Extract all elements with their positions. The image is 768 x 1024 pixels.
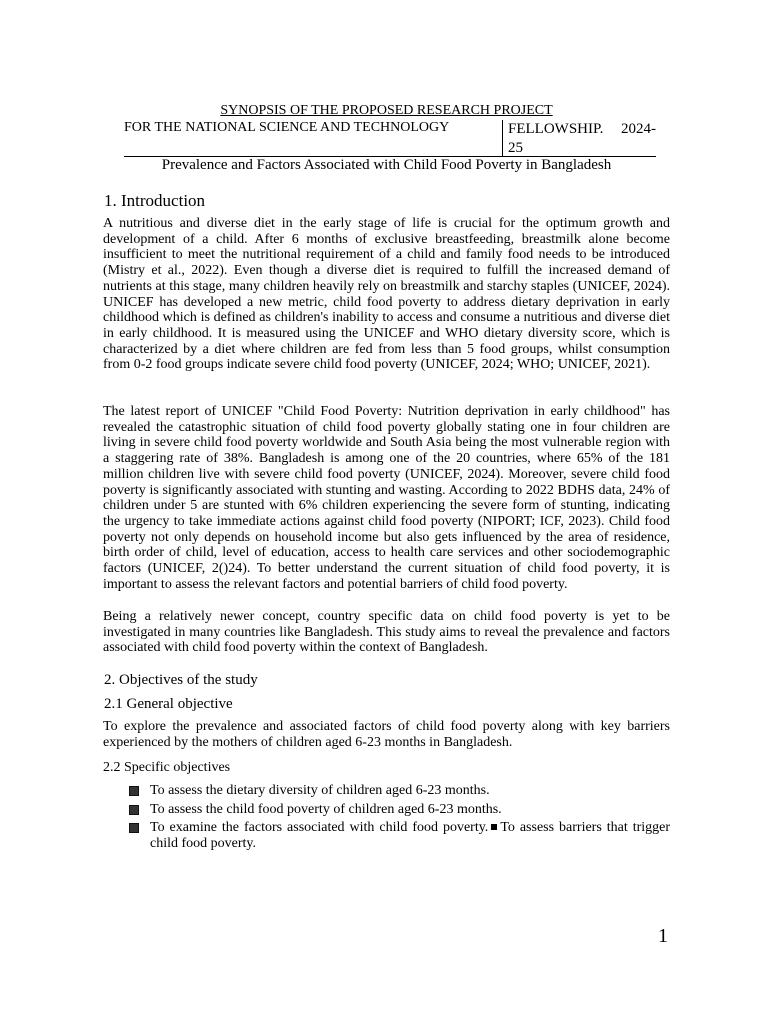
general-objective-heading: 2.1 General objective	[104, 696, 233, 712]
list-item-text: To assess the child food poverty of children aged 6-23 months.	[150, 801, 502, 817]
list-item-text-continued: To assess barriers that trigger child food poverty.	[150, 820, 671, 851]
list-item	[129, 802, 670, 818]
bullet-square-icon	[129, 786, 139, 796]
header-row	[124, 120, 656, 157]
specific-objectives-list	[129, 783, 670, 855]
intro-paragraph-2: The latest report of UNICEF "Child Food Poverty: Nutrition deprivation in early childhood" has revealed the catastrophic situation of child food poverty globally stating one in four children are living in severe child food poverty worldwide and South Asia being the most vulnerable region with a staggering rate of 38%. Bangladesh is among one of the 20 countries, where 65% of the 181 million children live with severe child food poverty (UNICEF, 2024). Moreover, severe child food poverty is significantly associated with stunting and wasting. According to 2022 BDHS data, 24% of children under 5 are stunted with 6% children experiencing the severe form of stunting, indicating the urgency to take immediate actions against child food poverty (NIPORT; ICF, 2023). Child food poverty not only depends on household income but also gets influenced by the area of residence, birth order of child, level of education, access to health care services and other sociodemographic factors (UNICEF, 2()24). To better understand the current situation of child food poverty, it is important to assess the relevant factors and potential barriers of child food poverty.	[103, 404, 670, 592]
inline-bullet-icon	[491, 824, 497, 830]
list-item-text: To assess the dietary diversity of children aged 6-23 months.	[150, 783, 490, 798]
header-right-line1: FELLOWSHIP. 2024-	[508, 121, 656, 137]
general-objective-text: To explore the prevalence and associated factors of child food poverty along with key barriers experienced by the mothers of children aged 6-23 months in Bangladesh.	[103, 719, 670, 750]
bullet-square-icon	[129, 805, 139, 815]
header-right-cell	[502, 120, 656, 156]
intro-paragraph-3: Being a relatively newer concept, country specific data on child food poverty is yet to be investigated in many countries like Bangladesh. This study aims to reveal the prevalence and factors associated with child food poverty within the context of Bangladesh.	[103, 609, 670, 656]
synopsis-title: SYNOPSIS OF THE PROPOSED RESEARCH PROJECT	[220, 103, 553, 118]
introduction-heading: 1. Introduction	[104, 191, 206, 210]
list-item-text: To examine the factors associated with child food poverty.	[150, 820, 489, 835]
list-item	[129, 783, 670, 799]
specific-objectives-heading: 2.2 Specific objectives	[103, 760, 231, 775]
header-left-text: FOR THE NATIONAL SCIENCE AND TECHNOLOGY	[124, 120, 450, 135]
header-right-line2: 25	[508, 140, 523, 156]
objectives-heading: 2. Objectives of the study	[104, 672, 258, 688]
page-number: 1	[658, 925, 668, 947]
bullet-square-icon	[129, 823, 139, 833]
project-subtitle: Prevalence and Factors Associated with Child Food Poverty in Bangladesh	[161, 157, 612, 173]
list-item	[129, 820, 670, 852]
intro-paragraph-1: A nutritious and diverse diet in the early stage of life is crucial for the optimum growth and development of a child. After 6 months of exclusive breastfeeding, breastmilk alone become insufficient to meet the nutritional requirement of a child and family food needs to be introduced (Mistry et al., 2022). Even though a diverse diet is required to fulfill the increased demand of nutrients at this stage, many children heavily rely on breastmilk and starchy staples (UNICEF, 2024). UNICEF has developed a new metric, child food poverty to address dietary deprivation in early childhood which is defined as children's inability to access and consume a nutritious and diverse diet in early childhood. It is measured using the UNICEF and WHO dietary diversity score, which is characterized by a diet where children are fed from less than 5 food groups, whilst consumption from 0-2 food groups indicate severe child food poverty (UNICEF, 2024; WHO; UNICEF, 2021).	[103, 216, 670, 373]
